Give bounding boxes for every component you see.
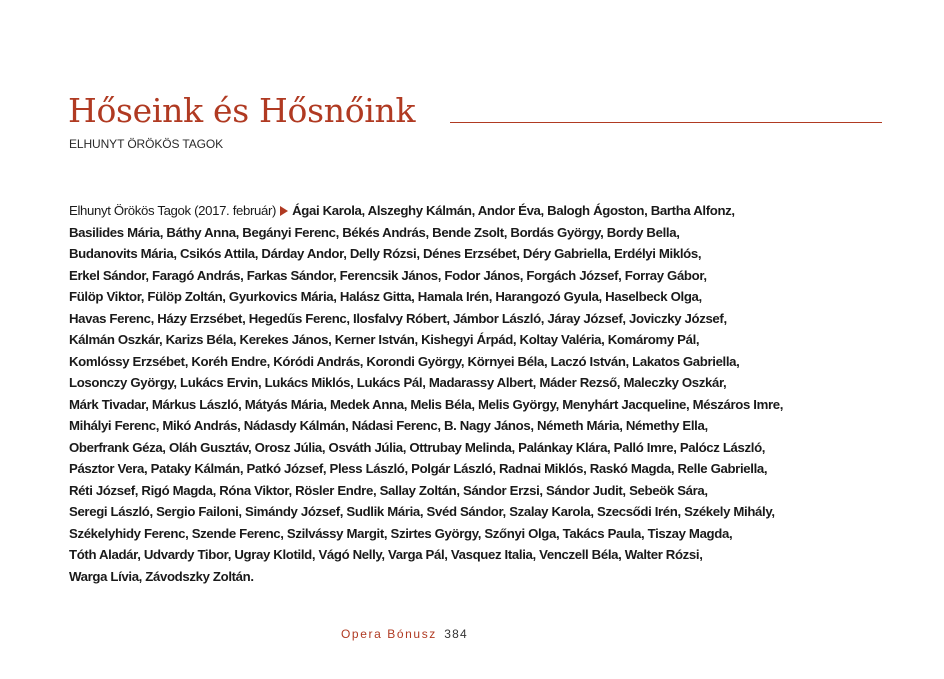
names-text: Ágai Karola, Alszeghy Kálmán, Andor Éva, Balogh Ágoston, Bartha Alfonz,: [292, 203, 735, 218]
title-divider: [450, 122, 882, 123]
list-line: Kálmán Oszkár, Karizs Béla, Kerekes János, Kerner István, Kishegyi Árpád, Koltay Valéria, Komáromy Pál,: [69, 332, 700, 347]
list-line: Seregi László, Sergio Failoni, Simándy József, Sudlik Mária, Svéd Sándor, Szalay Karola, Szecsődi Irén, Székely Mihály,: [69, 504, 775, 519]
list-line: Pásztor Vera, Pataky Kálmán, Patkó József, Pless László, Polgár László, Radnai Miklós, Raskó Magda, Relle Gabriella,: [69, 461, 768, 476]
list-line: Mihályi Ferenc, Mikó András, Nádasdy Kálmán, Nádasi Ferenc, B. Nagy János, Németh Mária, Némethy Ella,: [69, 418, 708, 433]
right-triangle-icon: [280, 206, 288, 216]
page-footer: [341, 626, 468, 642]
list-line: Komlóssy Erzsébet, Koréh Endre, Kóródi András, Korondi György, Környei Béla, Laczó István, Lakatos Gabriella,: [69, 353, 740, 369]
list-line: Budanovits Mária, Csikós Attila, Dárday Andor, Delly Rózsi, Dénes Erzsébet, Déry Gabriella, Erdélyi Miklós,: [69, 246, 702, 261]
list-line: Tóth Aladár, Udvardy Tibor, Ugray Klotild, Vágó Nelly, Varga Pál, Vasquez Italia, Venczell Béla, Walter Rózsi,: [69, 547, 703, 562]
list-line: Basilides Mária, Báthy Anna, Begányi Ferenc, Békés András, Bende Zsolt, Bordás György, Bordy Bella,: [69, 224, 680, 240]
list-line: Erkel Sándor, Faragó András, Farkas Sándor, Ferencsik János, Fodor János, Forgách József, Forray Gábor,: [69, 267, 707, 283]
page-subtitle: ELHUNYT ÖRÖKÖS TAGOK: [69, 137, 224, 151]
title-row: [68, 90, 882, 134]
list-line: Réti József, Rigó Magda, Róna Viktor, Rösler Endre, Sallay Zoltán, Sándor Erzsi, Sándor Judit, Sebeök Sára,: [69, 482, 708, 498]
list-line: Székelyhidy Ferenc, Szende Ferenc, Szilvássy Margit, Szirtes György, Szőnyi Olga, Takács Paula, Tiszay Magda,: [69, 525, 733, 541]
intro-text: Elhunyt Örökös Tagok (2017. február): [69, 203, 277, 218]
footer-brand: Opera Bónusz: [341, 627, 437, 641]
page-title: Hőseink és Hősnőink: [68, 91, 416, 130]
list-line: Oberfrank Géza, Oláh Gusztáv, Orosz Júlia, Osváth Júlia, Ottrubay Melinda, Palánkay Klára, Palló Imre, Palócz László,: [69, 439, 766, 455]
list-line: Fülöp Viktor, Fülöp Zoltán, Gyurkovics Mária, Halász Gitta, Hamala Irén, Harangozó Gyula, Haselbeck Olga,: [69, 289, 702, 304]
list-line: Warga Lívia, Závodszky Zoltán.: [69, 568, 254, 584]
page-number: 384: [444, 627, 468, 641]
list-line: Márk Tivadar, Márkus László, Mátyás Mária, Medek Anna, Melis Béla, Melis György, Menyhárt Jacqueline, Mészáros Imre,: [69, 396, 784, 412]
list-line: [69, 200, 881, 222]
member-list: [69, 200, 881, 587]
list-line: Havas Ferenc, Házy Erzsébet, Hegedűs Ferenc, Ilosfalvy Róbert, Jámbor László, Járay József, Joviczky József,: [69, 310, 727, 326]
list-line: Losonczy György, Lukács Ervin, Lukács Miklós, Lukács Pál, Madarassy Albert, Máder Rezső, Maleczky Oszkár,: [69, 375, 727, 390]
